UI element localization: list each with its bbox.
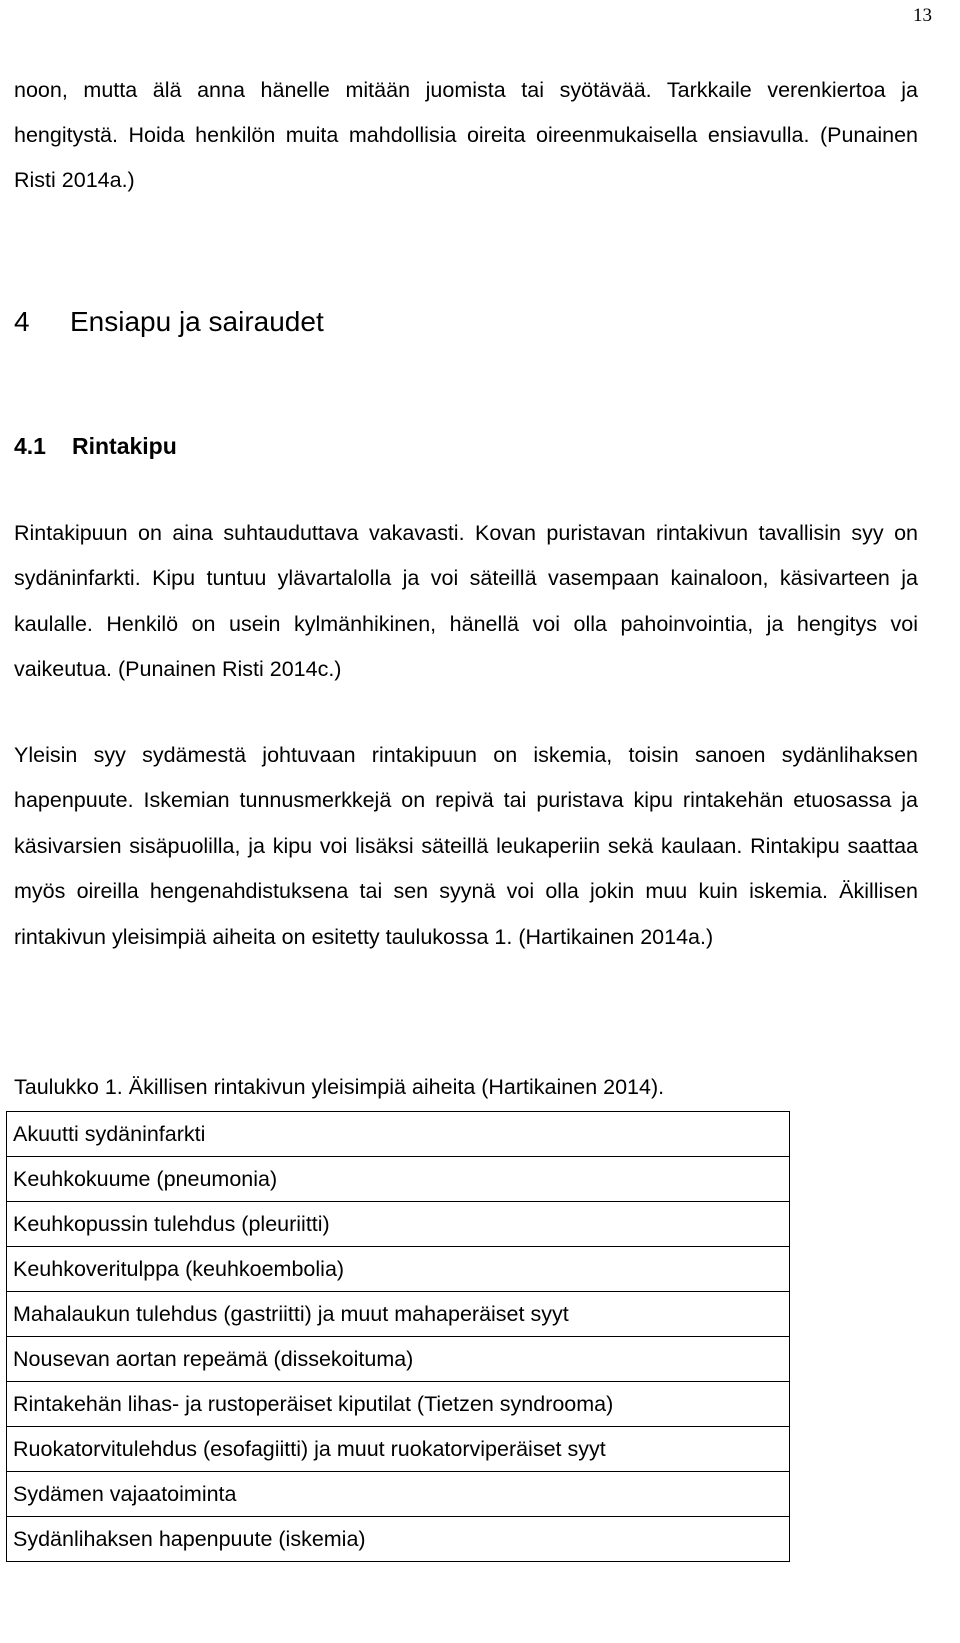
table-cell: Nousevan aortan repeämä (dissekoituma) — [7, 1337, 790, 1382]
table-cell: Rintakehän lihas- ja rustoperäiset kiputilat (Tietzen syndrooma) — [7, 1382, 790, 1427]
section-heading — [14, 302, 324, 342]
table-row — [7, 1112, 790, 1157]
intro-paragraph: noon, mutta älä anna hänelle mitään juomista tai syötävää. Tarkkaile verenkiertoa ja hengitystä. Hoida henkilön muita mahdollisia oireita oireenmukaisella ensiavulla. (Punainen Risti 2014a.) — [14, 78, 918, 192]
causes-table — [6, 1111, 790, 1562]
page-number: 13 — [913, 5, 932, 26]
table-row — [7, 1157, 790, 1202]
table-row — [7, 1292, 790, 1337]
table-caption: Taulukko 1. Äkillisen rintakivun yleisimpiä aiheita (Hartikainen 2014). — [14, 1075, 665, 1099]
table-row — [7, 1382, 790, 1427]
table-cell: Keuhkokuume (pneumonia) — [7, 1157, 790, 1202]
section-number: 4 — [14, 306, 30, 337]
table-row — [7, 1472, 790, 1517]
table-row — [7, 1247, 790, 1292]
table-cell: Sydänlihaksen hapenpuute (iskemia) — [7, 1517, 790, 1562]
subsection-number: 4.1 — [14, 433, 46, 459]
table-cell: Mahalaukun tulehdus (gastriitti) ja muut mahaperäiset syyt — [7, 1292, 790, 1337]
subsection-heading — [14, 426, 177, 466]
table-row — [7, 1202, 790, 1247]
body-paragraph: Rintakipuun on aina suhtauduttava vakavasti. Kovan puristavan rintakivun tavallisin syy on sydäninfarkti. Kipu tuntuu ylävartalolla ja voi säteillä vasempaan kainaloon, käsivarteen ja kaulalle. Henkilö on usein kylmänhikinen, hänellä voi olla pahoinvointia, ja hengitys voi vaikeutua. (Punainen Risti 2014c.) — [14, 521, 918, 682]
table-row — [7, 1517, 790, 1562]
table-row — [7, 1427, 790, 1472]
section-title: Ensiapu ja sairaudet — [70, 306, 324, 337]
table-cell: Keuhkoveritulppa (keuhkoembolia) — [7, 1247, 790, 1292]
subsection-title: Rintakipu — [72, 433, 177, 459]
table-cell: Keuhkopussin tulehdus (pleuriitti) — [7, 1202, 790, 1247]
table-cell: Sydämen vajaatoiminta — [7, 1472, 790, 1517]
table-cell: Ruokatorvitulehdus (esofagiitti) ja muut ruokatorviperäiset syyt — [7, 1427, 790, 1472]
table-row — [7, 1337, 790, 1382]
table-cell: Akuutti sydäninfarkti — [7, 1112, 790, 1157]
body-paragraph: Yleisin syy sydämestä johtuvaan rintakipuun on iskemia, toisin sanoen sydänlihaksen hapenpuute. Iskemian tunnusmerkkejä on repivä tai puristava kipu rintakehän etuosassa ja käsivarsien sisäpuolilla, ja kipu voi lisäksi säteillä leukaperiin sekä kaulaan. Rintakipu saattaa myös oireilla hengenahdistuksena tai sen syynä voi olla jokin muu kuin iskemia. Äkillisen rintakivun yleisimpiä aiheita on esitetty taulukossa 1. (Hartikainen 2014a.) — [14, 743, 918, 949]
